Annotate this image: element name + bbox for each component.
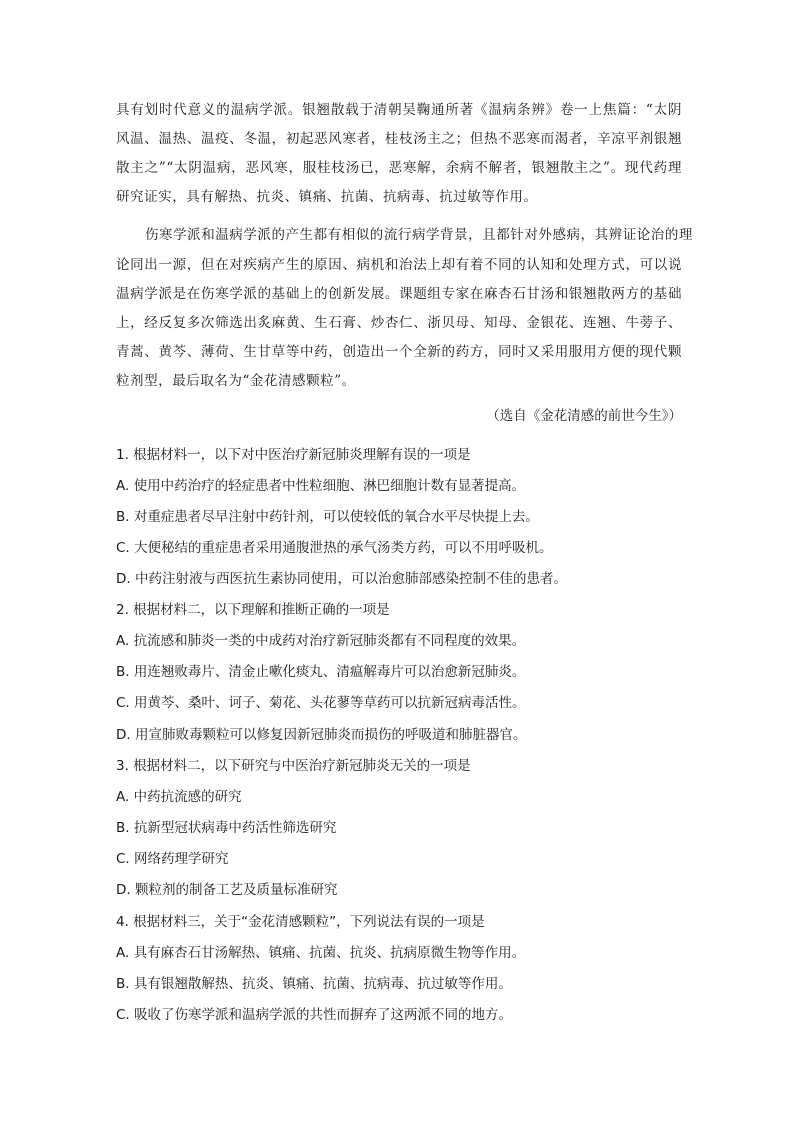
- answer-option: B. 用连翘败毒片、清金止嗽化痰丸、清瘟解毒片可以治愈新冠肺炎。: [116, 664, 526, 680]
- answer-option: B. 对重症患者尽早注射中药针剂，可以使较低的氧合水平尽快提上去。: [116, 509, 539, 525]
- question-stem: 4. 根据材料三，关于“金花清感颗粒”，下列说法有误的一项是: [116, 914, 485, 930]
- answer-option: C. 网络药理学研究: [116, 851, 229, 867]
- passage-line: 散主之”“太阴温病，恶风寒，服桂枝汤已，恶寒解，余病不解者，银翘散主之”。现代药理: [116, 160, 682, 176]
- passage-line: 论同出一源，但在对疾病产生的原因、病机和治法上却有着不同的认知和处理方式，可以说: [116, 257, 682, 273]
- question-stem: 1. 根据材料一，以下对中医治疗新冠肺炎理解有误的一项是: [116, 447, 471, 463]
- answer-option: C. 用黄芩、桑叶、诃子、菊花、头花蓼等草药可以抗新冠病毒活性。: [116, 695, 526, 711]
- answer-option: B. 具有银翘散解热、抗炎、镇痛、抗菌、抗病毒、抗过敏等作用。: [116, 976, 512, 992]
- answer-option: A. 具有麻杏石甘汤解热、镇痛、抗菌、抗炎、抗病原微生物等作用。: [116, 945, 526, 961]
- answer-option: D. 颗粒剂的制备工艺及质量标准研究: [116, 882, 338, 898]
- answer-option: A. 抗流感和肺炎一类的中成药对治疗新冠肺炎都有不同程度的效果。: [116, 633, 526, 649]
- answer-option: C. 大便秘结的重症患者采用通腹泄热的承气汤类方药，可以不用呼吸机。: [116, 540, 553, 556]
- answer-option: D. 用宣肺败毒颗粒可以修复因新冠肺炎而损伤的呼吸道和肺脏器官。: [116, 727, 527, 743]
- passage-line: 研究证实，具有解热、抗炎、镇痛、抗菌、抗病毒、抗过敏等作用。: [116, 189, 538, 205]
- passage-line: 温病学派是在伤寒学派的基础上的创新发展。课题组专家在麻杏石甘汤和银翘散两方的基础: [116, 286, 682, 302]
- passage-line: 粒剂型，最后取名为“金花清感颗粒”。: [116, 373, 356, 389]
- answer-option: B. 抗新型冠状病毒中药活性筛选研究: [116, 820, 337, 836]
- passage-line: 青蒿、黄芩、薄荷、生甘草等中药，创造出一个全新的药方，同时又采用服用方便的现代颗: [116, 344, 682, 360]
- passage-line: 上，经反复多次筛选出炙麻黄、生石膏、炒杏仁、浙贝母、知母、金银花、连翘、牛蒡子、: [116, 315, 682, 331]
- answer-option: A. 使用中药治疗的轻症患者中性粒细胞、淋巴细胞计数有显著提高。: [116, 478, 526, 494]
- answer-option: A. 中药抗流感的研究: [116, 789, 242, 805]
- question-stem: 2. 根据材料二，以下理解和推断正确的一项是: [116, 602, 390, 618]
- passage-line: 风温、温热、温疫、冬温，初起恶风寒者，桂枝汤主之；但热不恶寒而渴者，辛凉平剂银翘: [116, 131, 682, 147]
- passage-source: （选自《金花清感的前世今生》）: [486, 408, 682, 424]
- question-stem: 3. 根据材料二，以下研究与中医治疗新冠肺炎无关的一项是: [116, 758, 471, 774]
- passage-line: 伤寒学派和温病学派的产生都有相似的流行病学背景，且都针对外感病，其辨证论治的理: [145, 227, 693, 243]
- passage-line: 具有划时代意义的温病学派。银翘散载于清朝吴鞠通所著《温病条辨》卷一上焦篇：“太阴: [116, 102, 682, 118]
- answer-option: C. 吸收了伤寒学派和温病学派的共性而摒弃了这两派不同的地方。: [116, 1007, 513, 1023]
- reading-passage: [116, 99, 693, 429]
- answer-option: D. 中药注射液与西医抗生素协同使用，可以治愈肺部感染控制不佳的患者。: [116, 571, 567, 587]
